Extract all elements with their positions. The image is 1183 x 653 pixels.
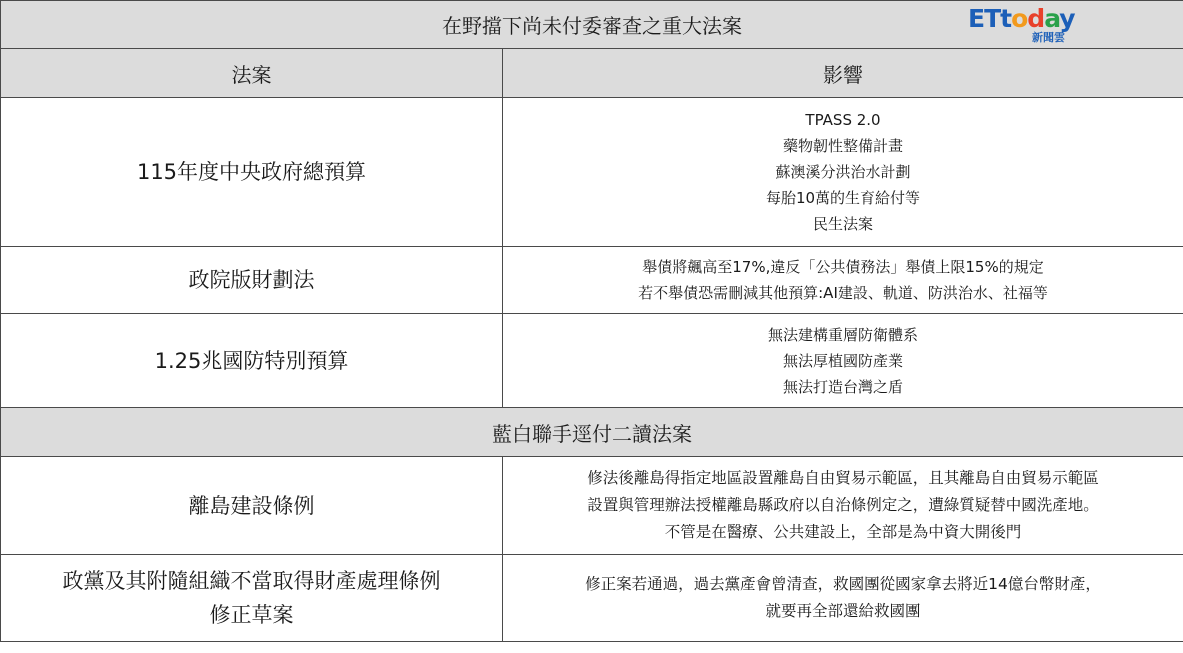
impact-line: 修正案若通過，過去黨產會曾清查，救國團從國家拿去將近14億台幣財產， <box>585 575 1101 593</box>
impact-line: 若不舉債恐需刪減其他預算:AI建設、軌道、防洪治水、社福等 <box>638 284 1048 302</box>
impact-cell <box>503 314 1183 408</box>
bill-cell <box>1 457 503 555</box>
impact-line: 民生法案 <box>812 215 873 233</box>
bill-name: 離島建設條例 <box>188 493 315 518</box>
table-row <box>1 314 1183 408</box>
header-row <box>1 49 1183 98</box>
header-impact: 影響 <box>503 49 1183 98</box>
table-row <box>1 555 1183 642</box>
section-row <box>1 408 1183 457</box>
logo-part: ET <box>968 4 1001 33</box>
logo-part: d <box>1027 4 1045 33</box>
impact-line: 就要再全部還給救國團 <box>765 602 921 620</box>
table-row <box>1 98 1183 247</box>
impact-line: 無法厚植國防產業 <box>782 351 903 370</box>
impact-line: 蘇澳溪分洪治水計劃 <box>775 163 911 181</box>
logo-part: a <box>1044 4 1060 33</box>
ettoday-logo <box>968 6 1090 46</box>
impact-line: TPASS 2.0 <box>805 111 881 129</box>
bill-cell <box>1 555 503 642</box>
impact-cell <box>503 247 1183 314</box>
bill-name: 政黨及其附隨組織不當取得財產處理條例 <box>62 569 441 593</box>
bill-name: 修正草案 <box>209 603 294 627</box>
impact-line: 藥物韌性整備計畫 <box>782 137 903 155</box>
bill-cell <box>1 314 503 408</box>
table-title-text: 在野擋下尚未付委審查之重大法案 <box>442 14 742 38</box>
logo-part: o <box>1011 4 1028 33</box>
impact-line: 無法打造台灣之盾 <box>782 377 903 396</box>
bill-name: 政院版財劃法 <box>188 268 315 292</box>
table-row <box>1 247 1183 314</box>
bill-name: 1.25兆國防特別預算 <box>154 348 349 373</box>
impact-line: 修法後離島得指定地區設置離島自由貿易示範區，且其離島自由貿易示範區 <box>587 469 1099 487</box>
table-row <box>1 457 1183 555</box>
bill-cell <box>1 98 503 247</box>
logo-part: y <box>1059 4 1075 33</box>
impact-line: 每胎10萬的生育給付等 <box>765 189 921 207</box>
impact-line: 設置與管理辦法授權離島縣政府以自治條例定之，遭綠質疑替中國洗產地。 <box>587 496 1099 514</box>
bill-name: 115年度中央政府總預算 <box>136 160 367 184</box>
header-bill: 法案 <box>1 49 503 98</box>
impact-line: 無法建構重層防衛體系 <box>767 325 918 344</box>
section-title: 藍白聯手逕付二讀法案 <box>1 408 1183 457</box>
impact-cell <box>503 457 1183 555</box>
impact-cell <box>503 98 1183 247</box>
impact-cell <box>503 555 1183 642</box>
logo-part: t <box>1000 4 1012 33</box>
impact-line: 舉債將飆高至17%,違反「公共債務法」舉債上限15%的規定 <box>642 258 1044 276</box>
bill-cell <box>1 247 503 314</box>
impact-line: 不管是在醫療、公共建設上，全部是為中資大開後門 <box>664 523 1022 541</box>
logo-subtitle: 新聞雲 <box>1032 31 1065 44</box>
